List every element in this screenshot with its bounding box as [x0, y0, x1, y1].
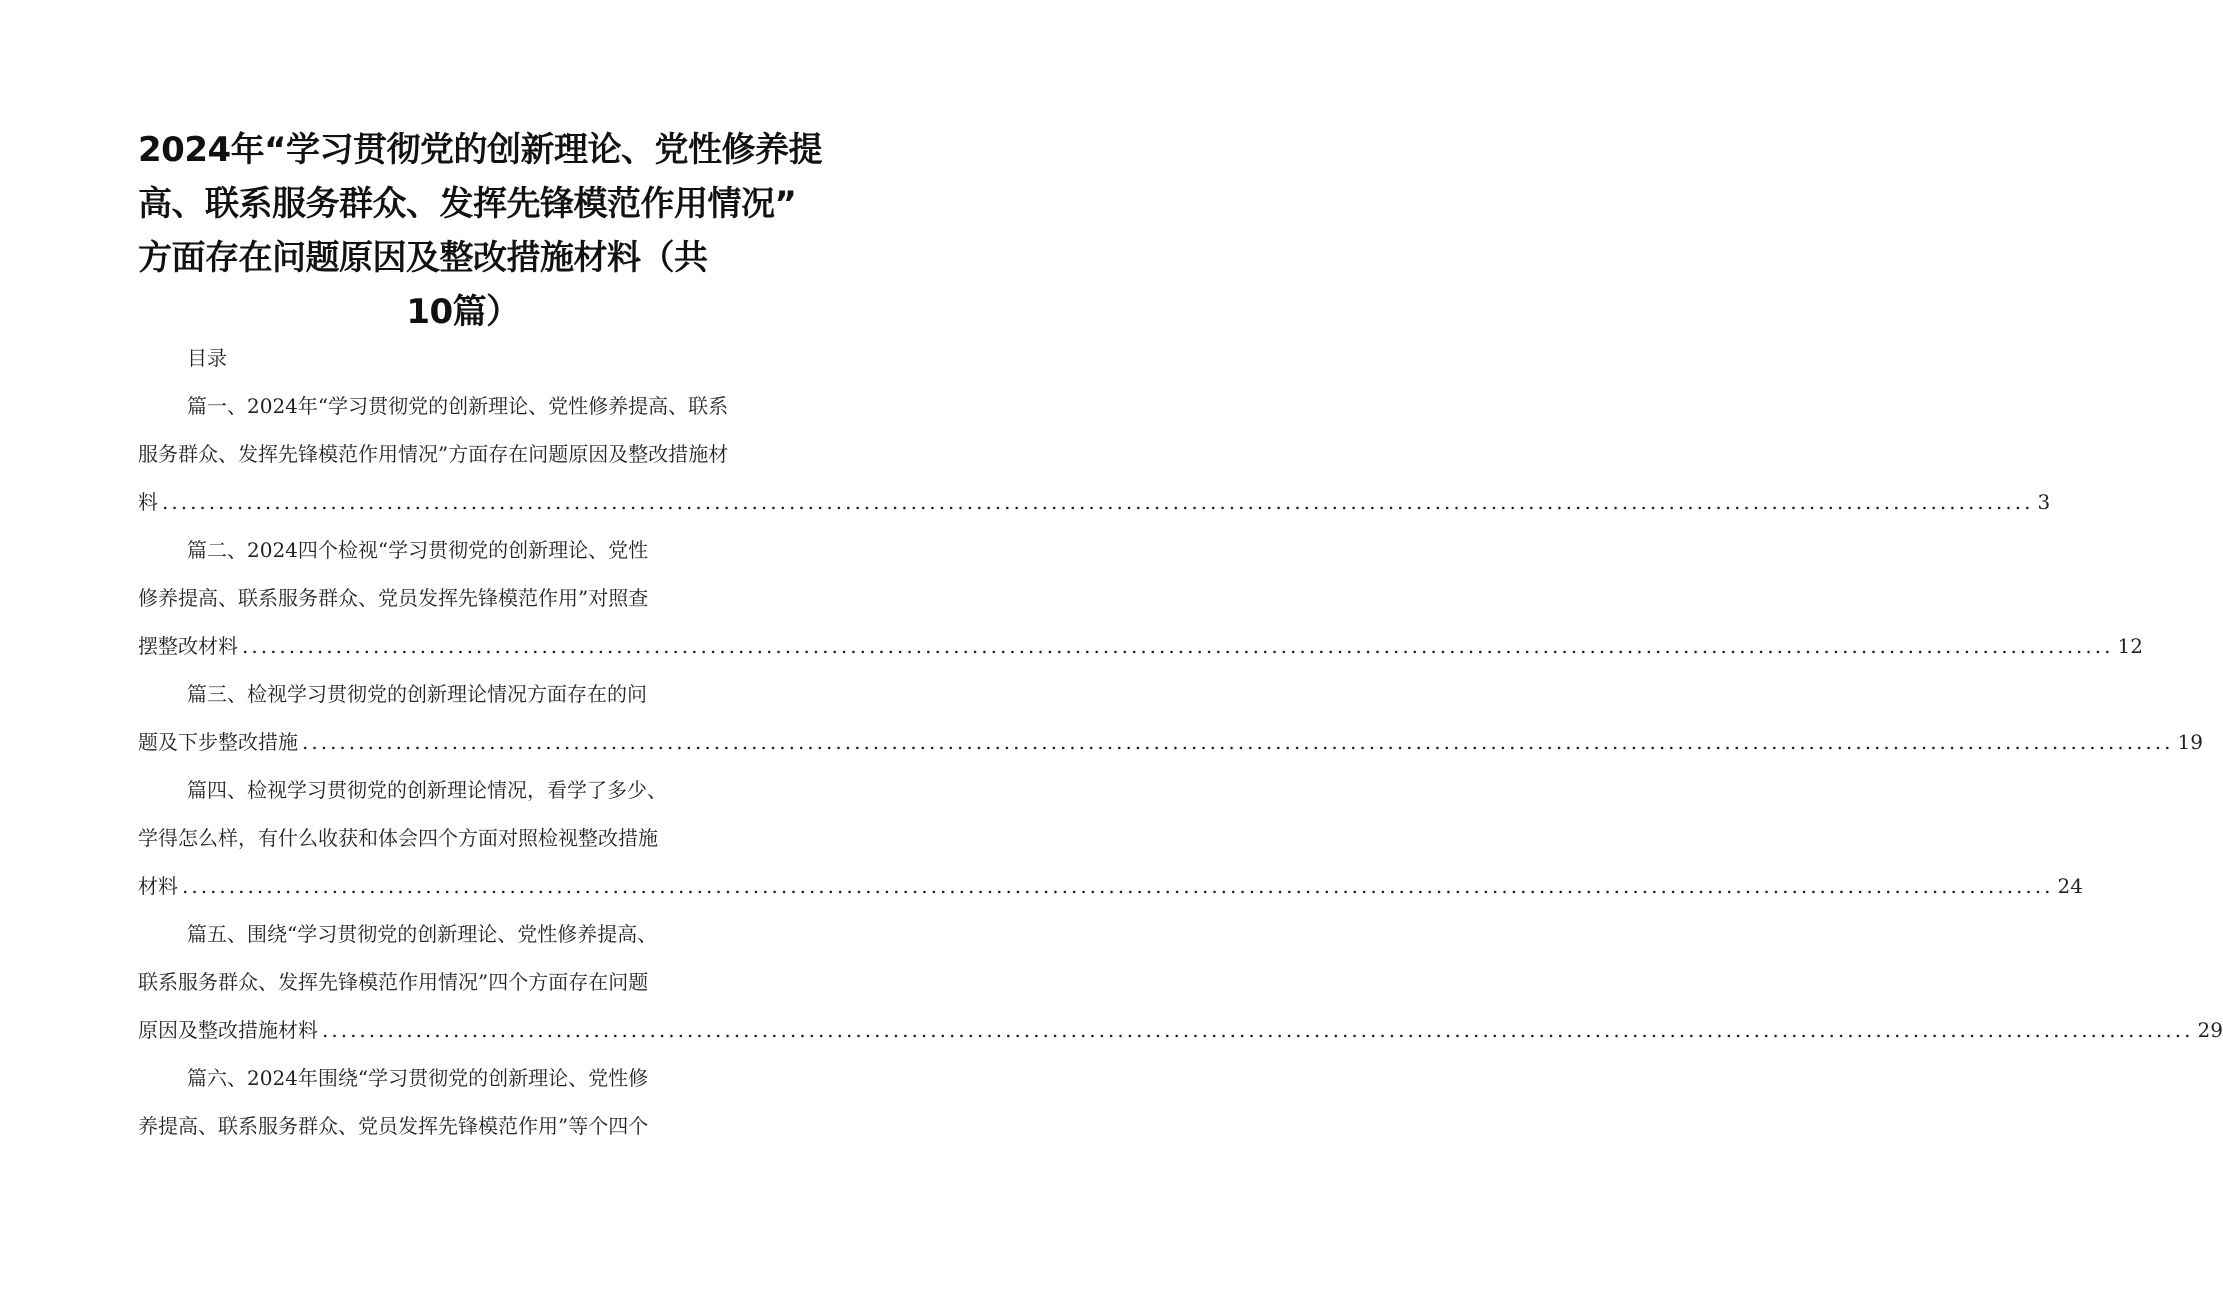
toc-entry[interactable] — [138, 1054, 788, 1150]
toc-heading: 目录 — [187, 346, 227, 370]
toc-entry-text: 原因及整改措施材料 — [138, 1018, 318, 1042]
dot-leader: ........................................................................................................................................................................................................ — [322, 1018, 2194, 1042]
toc-page-number: 19 — [2177, 730, 2203, 754]
toc-entry-line: 服务群众、发挥先锋模范作用情况”方面存在问题原因及整改措施材 — [138, 442, 729, 466]
document-title — [138, 123, 822, 339]
toc-page-number: 3 — [2037, 490, 2051, 514]
toc-entry-text: 题及下步整改措施 — [138, 730, 298, 754]
dot-leader: ........................................................................................................................................................................................................ — [162, 490, 2034, 514]
toc-page-number: 24 — [2057, 874, 2083, 898]
title-line: 高、联系服务群众、发挥先锋模范作用情况” — [138, 184, 797, 224]
toc-entry-line: 篇六、2024年围绕“学习贯彻党的创新理论、党性修 — [187, 1066, 649, 1090]
toc-entry-line: 篇二、2024四个检视“学习贯彻党的创新理论、党性 — [187, 538, 649, 562]
toc-entry-text: 材料 — [138, 874, 178, 898]
toc-entry-last-line — [138, 622, 2143, 670]
toc-entry-last-line — [138, 862, 2083, 910]
toc-entry-line: 学得怎么样，有什么收获和体会四个方面对照检视整改措施 — [138, 826, 658, 850]
dot-leader: ........................................................................................................................................................................................................ — [242, 634, 2114, 658]
toc-entry-last-line — [138, 1006, 2223, 1054]
title-line: 方面存在问题原因及整改措施材料（共 — [138, 238, 708, 278]
toc-entry-line: 修养提高、联系服务群众、党员发挥先锋模范作用”对照查 — [138, 586, 649, 610]
toc-entry-last-line — [138, 718, 2203, 766]
toc-entry-line: 联系服务群众、发挥先锋模范作用情况”四个方面存在问题 — [138, 970, 649, 994]
toc-entry-text: 料 — [138, 490, 158, 514]
toc-entry-line: 养提高、联系服务群众、党员发挥先锋模范作用”等个四个 — [138, 1114, 649, 1138]
table-of-contents — [138, 382, 2223, 1150]
dot-leader: ........................................................................................................................................................................................................ — [302, 730, 2174, 754]
toc-entry-line: 篇四、检视学习贯彻党的创新理论情况，看学了多少、 — [187, 778, 667, 802]
toc-entry-text: 摆整改材料 — [138, 634, 238, 658]
toc-entry-line: 篇五、围绕“学习贯彻党的创新理论、党性修养提高、 — [187, 922, 658, 946]
toc-entry[interactable] — [138, 766, 2083, 910]
toc-entry-last-line — [138, 478, 2051, 526]
toc-entry[interactable] — [138, 670, 2203, 766]
title-line: 2024年“学习贯彻党的创新理论、党性修养提 — [138, 130, 822, 170]
toc-entry[interactable] — [138, 526, 2143, 670]
toc-entry[interactable] — [138, 382, 2051, 526]
toc-page-number: 12 — [2117, 634, 2143, 658]
toc-entry[interactable] — [138, 910, 2223, 1054]
dot-leader: ........................................................................................................................................................................................................ — [182, 874, 2054, 898]
toc-page-number: 29 — [2197, 1018, 2223, 1042]
title-line: 10篇） — [406, 292, 520, 332]
toc-entry-line: 篇三、检视学习贯彻党的创新理论情况方面存在的问 — [187, 682, 647, 706]
toc-entry-line: 篇一、2024年“学习贯彻党的创新理论、党性修养提高、联系 — [187, 394, 729, 418]
